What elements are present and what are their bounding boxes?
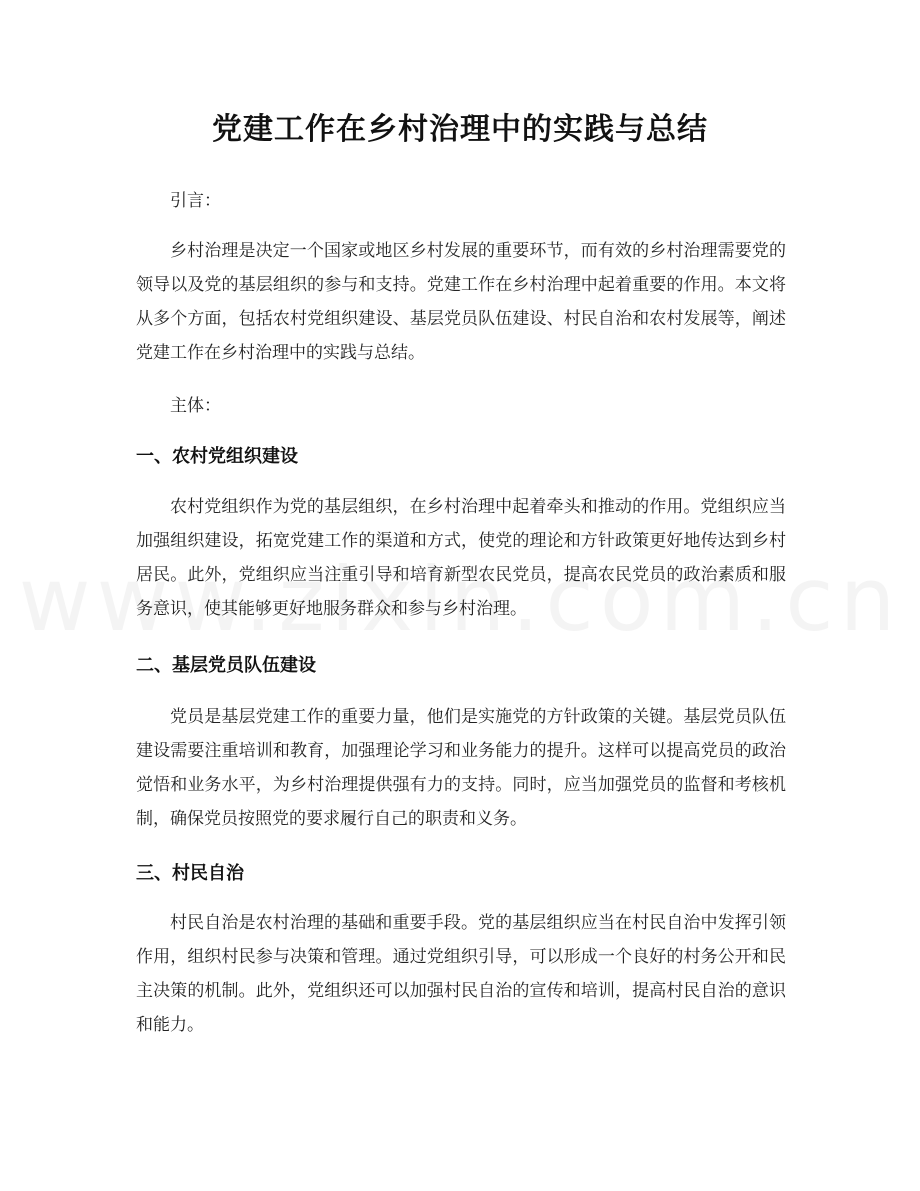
section-paragraph: 村民自治是农村治理的基础和重要手段。党的基层组织应当在村民自治中发挥引领作用，组织村民参与决策和管理。通过党组织引导，可以形成一个良好的村务公开和民主决策的机制。此外，党组织还可以加强村民自治的宣传和培训，提高村民自治的意识和能力。 — [136, 913, 786, 1035]
section-heading: 三、村民自治 — [136, 863, 244, 884]
section-heading: 二、基层党员队伍建设 — [136, 655, 316, 676]
section-paragraph: 农村党组织作为党的基层组织，在乡村治理中起着牵头和推动的作用。党组织应当加强组织建设，拓宽党建工作的渠道和方式，使党的理论和方针政策更好地传达到乡村居民。此外，党组织应当注重引导和培育新型农民党员，提高农民党员的政治素质和服务意识，使其能够更好地服务群众和参与乡村治理。 — [136, 497, 786, 619]
document-title: 党建工作在乡村治理中的实践与总结 — [212, 112, 708, 147]
intro-label: 引言： — [170, 191, 221, 211]
section-paragraph: 党员是基层党建工作的重要力量，他们是实施党的方针政策的关键。基层党员队伍建设需要注重培训和教育，加强理论学习和业务能力的提升。这样可以提高党员的政治觉悟和业务水平，为乡村治理提供强有力的支持。同时，应当加强党员的监督和考核机制，确保党员按照党的要求履行自己的职责和义务。 — [136, 707, 786, 829]
body-label: 主体： — [170, 396, 221, 416]
section-heading: 一、农村党组织建设 — [136, 446, 298, 467]
intro-paragraph: 乡村治理是决定一个国家或地区乡村发展的重要环节，而有效的乡村治理需要党的领导以及党的基层组织的参与和支持。党建工作在乡村治理中起着重要的作用。本文将从多个方面，包括农村党组织建设、基层党员队伍建设、村民自治和农村发展等，阐述党建工作在乡村治理中的实践与总结。 — [136, 241, 786, 363]
